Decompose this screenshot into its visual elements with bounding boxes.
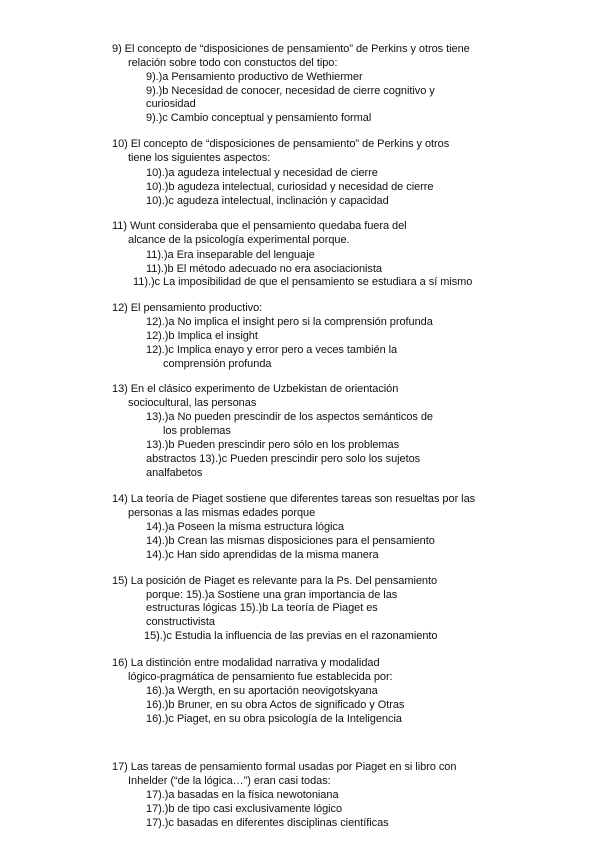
question-stem-line: alcance de la psicología experimental porque. bbox=[128, 234, 350, 246]
answer-option: 17).)c basadas en diferentes disciplinas científicas bbox=[146, 817, 389, 829]
question-stem-line: tiene los siguientes aspectos: bbox=[128, 152, 271, 164]
answer-option: 12).)a No implica el insight pero si la comprensión profunda bbox=[146, 316, 433, 328]
question-stem-line: 13) En el clásico experimento de Uzbekistan de orientación bbox=[112, 383, 399, 395]
question-stem-line: 11) Wunt consideraba que el pensamiento quedaba fuera del bbox=[112, 220, 407, 232]
answer-option: 13).)b Pueden prescindir pero sólo en los problemas bbox=[146, 439, 400, 451]
answer-option: 12).)c Implica enayo y error pero a veces también la bbox=[146, 344, 398, 356]
question-stem-line: 9) El concepto de “disposiciones de pensamiento” de Perkins y otros tiene bbox=[112, 43, 470, 55]
question-stem-line: lógico-pragmática de pensamiento fue establecida por: bbox=[128, 671, 393, 683]
answer-option: 16).)a Wergth, en su aportación neovigotskyana bbox=[146, 685, 378, 697]
answer-option: 12).)b Implica el insight bbox=[146, 330, 258, 342]
question-stem-line: Inhelder (“de la lógica…”) eran casi todas: bbox=[128, 775, 331, 787]
question-stem-line: 10) El concepto de “disposiciones de pensamiento” de Perkins y otros bbox=[112, 138, 450, 150]
question-stem-line: relación sobre todo con constuctos del tipo: bbox=[128, 57, 338, 69]
answer-option: 14).)b Crean las mismas disposiciones para el pensamiento bbox=[146, 535, 435, 547]
answer-option-continuation: abstractos 13).)c Pueden prescindir pero solo los sujetos bbox=[146, 453, 421, 465]
question-stem-line: 12) El pensamiento productivo: bbox=[112, 302, 263, 314]
answer-option: 13).)a No pueden prescindir de los aspectos semánticos de bbox=[146, 411, 433, 423]
question-stem-line: 14) La teoría de Piaget sostiene que diferentes tareas son resueltas por las bbox=[112, 493, 476, 505]
answer-option: 11).)c La imposibilidad de que el pensamiento se estudiara a sí mismo bbox=[133, 276, 473, 288]
answer-option: 11).)a Era inseparable del lenguaje bbox=[146, 249, 315, 261]
question-stem-line: 16) La distinción entre modalidad narrativa y modalidad bbox=[112, 657, 380, 669]
answer-option: 16).)b Bruner, en su obra Actos de significado y Otras bbox=[146, 699, 405, 711]
answer-option: 14).)a Poseen la misma estructura lógica bbox=[146, 521, 344, 533]
answer-option: 10).)c agudeza intelectual, inclinación y capacidad bbox=[146, 195, 389, 207]
answer-option: 17).)a basadas en la física newotoniana bbox=[146, 789, 339, 801]
question-stem-line: sociocultural, las personas bbox=[128, 397, 257, 409]
answer-option: 15).)c Estudia la influencia de las previas en el razonamiento bbox=[144, 630, 438, 642]
question-stem-line: 17) Las tareas de pensamiento formal usadas por Piaget en si libro con bbox=[112, 761, 457, 773]
answer-option-continuation: comprensión profunda bbox=[163, 358, 272, 370]
question-stem-line: estructuras lógicas 15).)b La teoría de Piaget es bbox=[146, 602, 378, 614]
question-stem-line: 15) La posición de Piaget es relevante para la Ps. Del pensamiento bbox=[112, 575, 438, 587]
answer-option-continuation: curiosidad bbox=[146, 98, 196, 110]
answer-option: 17).)b de tipo casi exclusivamente lógico bbox=[146, 803, 343, 815]
question-stem-line: constructivista bbox=[146, 616, 215, 628]
answer-option-continuation: los problemas bbox=[163, 425, 231, 437]
answer-option: 14).)c Han sido aprendidas de la misma manera bbox=[146, 549, 379, 561]
answer-option: 9).)c Cambio conceptual y pensamiento formal bbox=[146, 112, 372, 124]
answer-option-continuation: analfabetos bbox=[146, 467, 203, 479]
answer-option: 10).)a agudeza intelectual y necesidad de cierre bbox=[146, 167, 378, 179]
answer-option: 11).)b El método adecuado no era asociacionista bbox=[146, 263, 382, 275]
answer-option: 9).)b Necesidad de conocer, necesidad de cierre cognitivo y bbox=[146, 85, 435, 97]
answer-option: 16).)c Piaget, en su obra psicología de la Inteligencia bbox=[146, 713, 402, 725]
question-stem-line: porque: 15).)a Sostiene una gran importancia de las bbox=[146, 589, 398, 601]
question-stem-line: personas a las mismas edades porque bbox=[128, 507, 316, 519]
answer-option: 9).)a Pensamiento productivo de Wethiermer bbox=[146, 71, 363, 83]
answer-option: 10).)b agudeza intelectual, curiosidad y necesidad de cierre bbox=[146, 181, 434, 193]
